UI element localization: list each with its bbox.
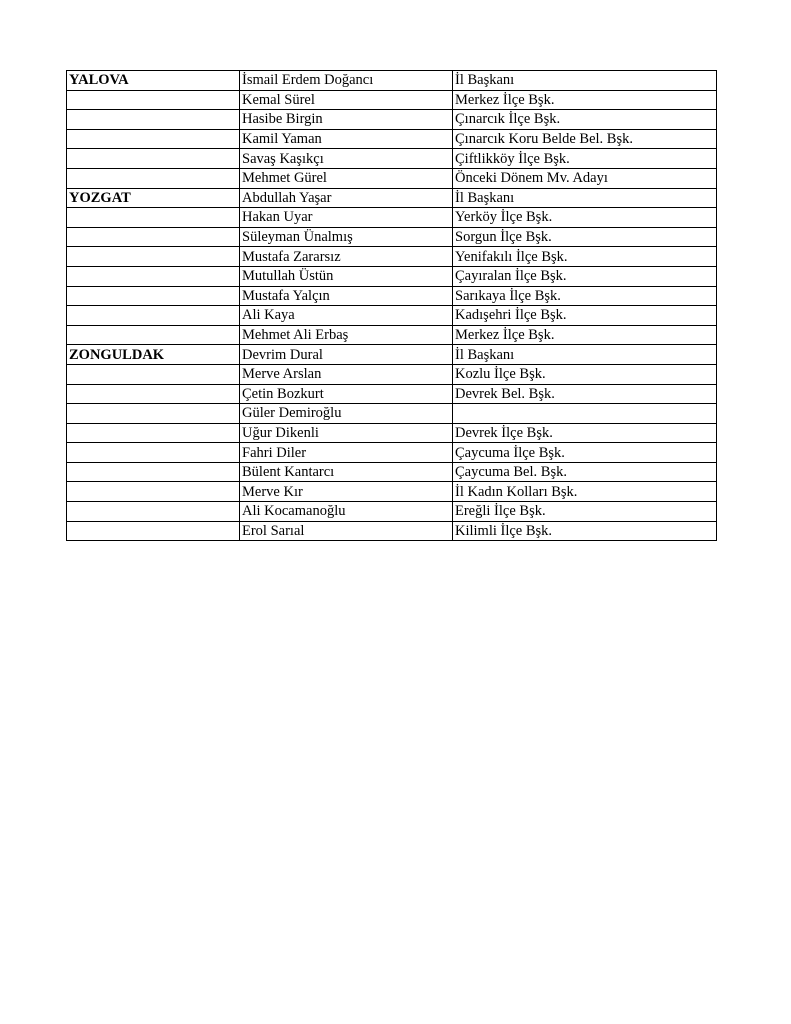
- title-cell: Merkez İlçe Bşk.: [453, 90, 717, 110]
- title-cell: İl Başkanı: [453, 71, 717, 91]
- title-cell: Sorgun İlçe Bşk.: [453, 227, 717, 247]
- table-row: [67, 384, 717, 404]
- table-row: [67, 90, 717, 110]
- table-row: [67, 462, 717, 482]
- table-row: [67, 325, 717, 345]
- title-cell: Çayıralan İlçe Bşk.: [453, 266, 717, 286]
- name-cell: Mehmet Gürel: [240, 168, 453, 188]
- province-cell: [67, 149, 240, 169]
- name-cell: İsmail Erdem Doğancı: [240, 71, 453, 91]
- table-row: [67, 188, 717, 208]
- province-cell: [67, 404, 240, 424]
- name-cell: Devrim Dural: [240, 345, 453, 365]
- title-cell: Çiftlikköy İlçe Bşk.: [453, 149, 717, 169]
- title-cell: Sarıkaya İlçe Bşk.: [453, 286, 717, 306]
- table-row: [67, 71, 717, 91]
- province-cell: [67, 325, 240, 345]
- province-cell: [67, 462, 240, 482]
- province-cell: [67, 521, 240, 541]
- table-row: [67, 404, 717, 424]
- title-cell: Kozlu İlçe Bşk.: [453, 364, 717, 384]
- title-cell: İl Kadın Kolları Bşk.: [453, 482, 717, 502]
- province-cell: [67, 502, 240, 522]
- province-cell: [67, 266, 240, 286]
- table-row: [67, 110, 717, 130]
- name-cell: Uğur Dikenli: [240, 423, 453, 443]
- table-row: [67, 345, 717, 365]
- table-row: [67, 521, 717, 541]
- name-cell: Mustafa Zararsız: [240, 247, 453, 267]
- name-cell: Merve Arslan: [240, 364, 453, 384]
- table-row: [67, 208, 717, 228]
- province-cell: [67, 443, 240, 463]
- table-row: [67, 423, 717, 443]
- title-cell: Çınarcık İlçe Bşk.: [453, 110, 717, 130]
- province-cell: [67, 90, 240, 110]
- table-row: [67, 306, 717, 326]
- title-cell: Devrek Bel. Bşk.: [453, 384, 717, 404]
- table-row: [67, 482, 717, 502]
- title-cell: Çaycuma Bel. Bşk.: [453, 462, 717, 482]
- province-cell: [67, 129, 240, 149]
- table-row: [67, 247, 717, 267]
- province-cell: [67, 482, 240, 502]
- province-cell: ZONGULDAK: [67, 345, 240, 365]
- name-cell: Erol Sarıal: [240, 521, 453, 541]
- province-cell: [67, 208, 240, 228]
- province-cell: [67, 364, 240, 384]
- name-cell: Bülent Kantarcı: [240, 462, 453, 482]
- title-cell: Merkez İlçe Bşk.: [453, 325, 717, 345]
- table-row: [67, 168, 717, 188]
- title-cell: [453, 404, 717, 424]
- table-row: [67, 364, 717, 384]
- name-cell: Ali Kaya: [240, 306, 453, 326]
- name-cell: Hasibe Birgin: [240, 110, 453, 130]
- name-cell: Abdullah Yaşar: [240, 188, 453, 208]
- province-cell: YOZGAT: [67, 188, 240, 208]
- title-cell: İl Başkanı: [453, 345, 717, 365]
- title-cell: İl Başkanı: [453, 188, 717, 208]
- title-cell: Yerköy İlçe Bşk.: [453, 208, 717, 228]
- table-row: [67, 502, 717, 522]
- name-cell: Savaş Kaşıkçı: [240, 149, 453, 169]
- title-cell: Devrek İlçe Bşk.: [453, 423, 717, 443]
- name-cell: Ali Kocamanoğlu: [240, 502, 453, 522]
- province-cell: [67, 247, 240, 267]
- title-cell: Kilimli İlçe Bşk.: [453, 521, 717, 541]
- name-cell: Kemal Sürel: [240, 90, 453, 110]
- name-cell: Çetin Bozkurt: [240, 384, 453, 404]
- province-cell: [67, 286, 240, 306]
- name-cell: Süleyman Ünalmış: [240, 227, 453, 247]
- name-cell: Mustafa Yalçın: [240, 286, 453, 306]
- officials-table: [66, 70, 717, 541]
- name-cell: Merve Kır: [240, 482, 453, 502]
- table-row: [67, 286, 717, 306]
- name-cell: Mehmet Ali Erbaş: [240, 325, 453, 345]
- title-cell: Kadışehri İlçe Bşk.: [453, 306, 717, 326]
- province-cell: [67, 423, 240, 443]
- title-cell: Çaycuma İlçe Bşk.: [453, 443, 717, 463]
- province-cell: [67, 384, 240, 404]
- name-cell: Fahri Diler: [240, 443, 453, 463]
- province-cell: [67, 110, 240, 130]
- name-cell: Güler Demiroğlu: [240, 404, 453, 424]
- table-row: [67, 266, 717, 286]
- province-cell: [67, 168, 240, 188]
- officials-table-body: [67, 71, 717, 541]
- name-cell: Hakan Uyar: [240, 208, 453, 228]
- title-cell: Ereğli İlçe Bşk.: [453, 502, 717, 522]
- table-row: [67, 227, 717, 247]
- title-cell: Önceki Dönem Mv. Adayı: [453, 168, 717, 188]
- name-cell: Mutullah Üstün: [240, 266, 453, 286]
- province-cell: YALOVA: [67, 71, 240, 91]
- table-row: [67, 149, 717, 169]
- table-row: [67, 443, 717, 463]
- title-cell: Yenifakılı İlçe Bşk.: [453, 247, 717, 267]
- name-cell: Kamil Yaman: [240, 129, 453, 149]
- title-cell: Çınarcık Koru Belde Bel. Bşk.: [453, 129, 717, 149]
- table-row: [67, 129, 717, 149]
- province-cell: [67, 306, 240, 326]
- province-cell: [67, 227, 240, 247]
